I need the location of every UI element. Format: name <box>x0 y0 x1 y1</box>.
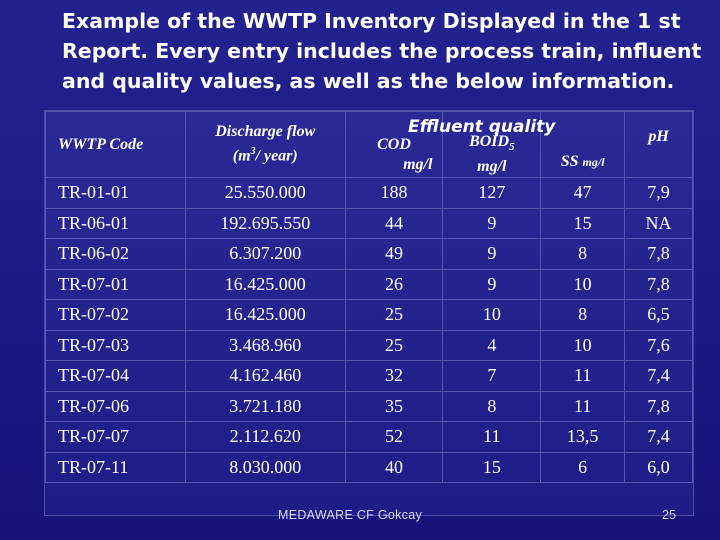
cell-code: TR-06-01 <box>46 208 186 239</box>
cell-code: TR-07-06 <box>46 391 186 422</box>
cell-code: TR-07-02 <box>46 300 186 331</box>
cell-code: TR-07-04 <box>46 361 186 392</box>
table-row <box>46 269 693 300</box>
cell-bod: 9 <box>443 269 541 300</box>
cell-ss: 6 <box>541 452 625 483</box>
wwtp-inventory-table <box>44 110 694 516</box>
cell-ss: 11 <box>541 361 625 392</box>
cell-ph: 7,8 <box>625 269 693 300</box>
cell-ss: 11 <box>541 391 625 422</box>
cell-ss: 8 <box>541 300 625 331</box>
header-bod-unit: mg/l <box>477 158 507 176</box>
page-number: 25 <box>662 508 676 522</box>
cell-cod: 52 <box>345 422 443 453</box>
header-bod-sub: 5 <box>509 141 515 154</box>
cell-ph: 7,4 <box>625 422 693 453</box>
cell-flow: 8.030.000 <box>185 452 345 483</box>
cell-ph: NA <box>625 208 693 239</box>
header-ss-label: SS <box>560 152 579 170</box>
cell-flow: 192.695.550 <box>185 208 345 239</box>
cell-code: TR-07-11 <box>46 452 186 483</box>
slide-title: Example of the WWTP Inventory Displayed in the 1 st Report. Every entry includes the process train, influent and quality values, as well as the below information. <box>62 9 702 93</box>
cell-ss: 47 <box>541 178 625 209</box>
header-ph <box>625 112 693 178</box>
cell-bod: 15 <box>443 452 541 483</box>
header-ph-label: pH <box>648 128 669 145</box>
discharge-unit-post: / year) <box>255 147 298 165</box>
cell-ph: 7,9 <box>625 178 693 209</box>
discharge-unit-pre: (m <box>232 147 251 165</box>
cell-ss: 8 <box>541 239 625 270</box>
table-row <box>46 239 693 270</box>
cell-ss: 15 <box>541 208 625 239</box>
cell-flow: 4.162.460 <box>185 361 345 392</box>
cell-bod: 10 <box>443 300 541 331</box>
header-bod-text: BOİD <box>469 133 510 150</box>
header-code-label: WWTP Code <box>58 135 144 153</box>
cell-bod: 11 <box>443 422 541 453</box>
header-cod-unit: mg/l <box>403 155 433 173</box>
header-cod-label: COD <box>377 135 411 153</box>
cell-ss: 13,5 <box>541 422 625 453</box>
cell-ph: 6,5 <box>625 300 693 331</box>
header-ss-unit: mg/l <box>582 154 605 169</box>
cell-ph: 7,8 <box>625 391 693 422</box>
cell-cod: 32 <box>345 361 443 392</box>
table-row <box>46 391 693 422</box>
table-row <box>46 300 693 331</box>
cell-code: TR-07-07 <box>46 422 186 453</box>
cell-cod: 35 <box>345 391 443 422</box>
table-row <box>46 422 693 453</box>
cell-ph: 7,4 <box>625 361 693 392</box>
header-row <box>46 112 693 178</box>
cell-cod: 44 <box>345 208 443 239</box>
effluent-quality-label: Effluent quality <box>408 117 556 137</box>
discharge-unit-sup: 3 <box>250 146 256 158</box>
cell-flow: 2.112.620 <box>185 422 345 453</box>
cell-ph: 7,6 <box>625 330 693 361</box>
cell-bod: 9 <box>443 208 541 239</box>
cell-cod: 49 <box>345 239 443 270</box>
header-wwtp-code <box>46 112 186 178</box>
table-row <box>46 330 693 361</box>
cell-cod: 40 <box>345 452 443 483</box>
cell-flow: 25.550.000 <box>185 178 345 209</box>
header-discharge-line1: Discharge flow <box>215 123 316 141</box>
cell-bod: 7 <box>443 361 541 392</box>
cell-flow: 16.425.000 <box>185 269 345 300</box>
cell-cod: 26 <box>345 269 443 300</box>
footer-text: MEDAWARE CF Gokcay <box>278 508 423 522</box>
cell-cod: 25 <box>345 300 443 331</box>
cell-code: TR-06-02 <box>46 239 186 270</box>
cell-flow: 16.425.000 <box>185 300 345 331</box>
table-row <box>46 452 693 483</box>
cell-ph: 7,8 <box>625 239 693 270</box>
cell-flow: 3.721.180 <box>185 391 345 422</box>
cell-ss: 10 <box>541 269 625 300</box>
table-row <box>46 361 693 392</box>
cell-ss: 10 <box>541 330 625 361</box>
cell-code: TR-07-03 <box>46 330 186 361</box>
cell-bod: 8 <box>443 391 541 422</box>
cell-cod: 188 <box>345 178 443 209</box>
header-discharge-line2 <box>186 142 345 166</box>
table-row <box>46 208 693 239</box>
inventory-table <box>45 111 693 483</box>
cell-bod: 127 <box>443 178 541 209</box>
table-row <box>46 178 693 209</box>
header-discharge-flow <box>185 112 345 178</box>
cell-cod: 25 <box>345 330 443 361</box>
cell-code: TR-07-01 <box>46 269 186 300</box>
cell-flow: 3.468.960 <box>185 330 345 361</box>
cell-bod: 9 <box>443 239 541 270</box>
cell-flow: 6.307.200 <box>185 239 345 270</box>
cell-bod: 4 <box>443 330 541 361</box>
cell-code: TR-01-01 <box>46 178 186 209</box>
cell-ph: 6,0 <box>625 452 693 483</box>
